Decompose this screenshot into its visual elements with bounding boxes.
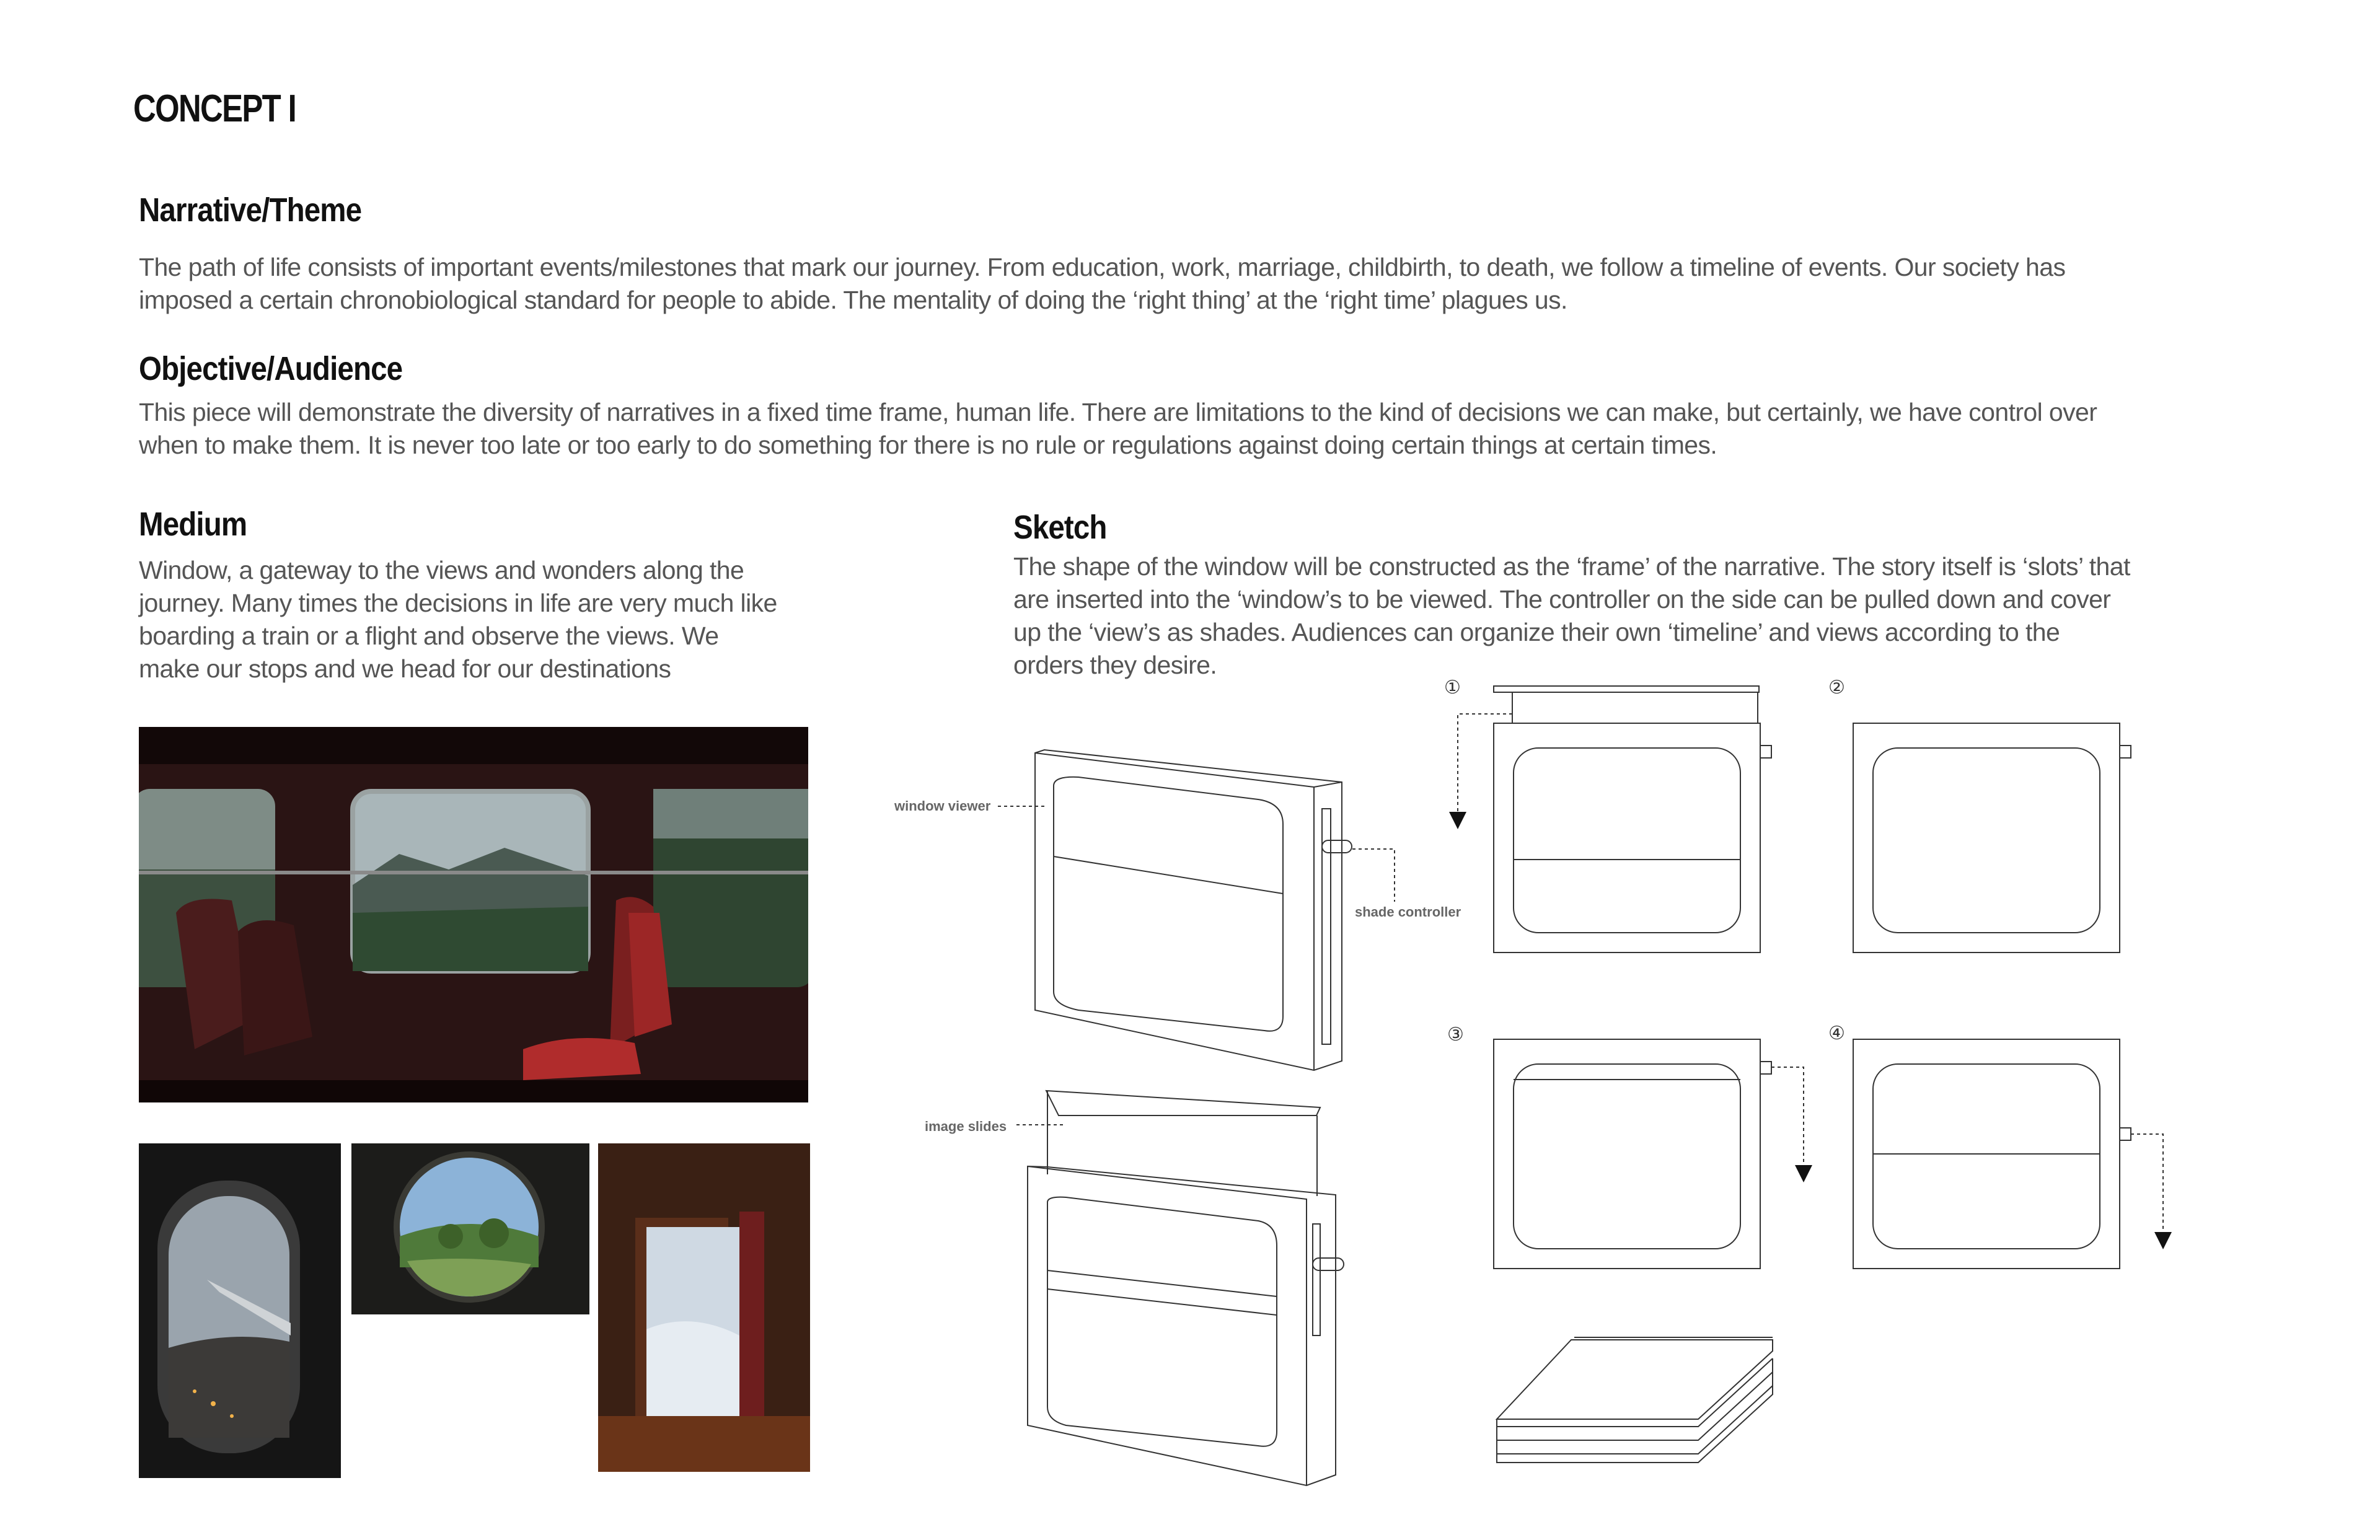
shade-controller-label: shade controller bbox=[1355, 904, 1461, 920]
medium-line-1: Window, a gateway to the views and wonders along the bbox=[139, 556, 744, 584]
step-2-drawing bbox=[1853, 723, 2131, 953]
step-1-marker: ① bbox=[1444, 677, 1461, 698]
medium-line-3: boarding a train or a flight and observe the views. We bbox=[139, 622, 719, 650]
narrative-line-2: imposed a certain chronobiological standard for people to abide. The mentality of doing the ‘right thing’ at the ‘right time’ plagues us. bbox=[139, 286, 1567, 314]
image-slides-label: image slides bbox=[925, 1119, 1007, 1134]
step-4-drawing bbox=[1853, 1039, 2172, 1269]
image-slides-drawing bbox=[1016, 1091, 1344, 1485]
narrative-heading: Narrative/Theme bbox=[139, 191, 362, 229]
objective-line-2: when to make them. It is never too late or too early to do something for there is no rule or regulations against doing certain things at certain times. bbox=[139, 431, 1717, 459]
medium-heading: Medium bbox=[139, 506, 247, 543]
step-3-drawing bbox=[1494, 1039, 1812, 1269]
stacked-slides-drawing bbox=[1497, 1337, 1773, 1463]
step-1-drawing bbox=[1449, 686, 1771, 953]
step-3-marker: ③ bbox=[1447, 1024, 1464, 1045]
sketch-line-1: The shape of the window will be constructed as the ‘frame’ of the narrative. The story itself is ‘slots’ that bbox=[1013, 552, 2130, 581]
narrative-line-1: The path of life consists of important events/milestones that mark our journey. From education, work, marriage, childbirth, to death, we follow a timeline of events. Our society has bbox=[139, 253, 2066, 281]
objective-heading: Objective/Audience bbox=[139, 350, 403, 387]
sketch-line-4: orders they desire. bbox=[1013, 651, 1217, 679]
step-4-marker: ④ bbox=[1828, 1023, 1845, 1044]
page-title: CONCEPT I bbox=[133, 87, 296, 130]
sketch-line-2: are inserted into the ‘window’s to be viewed. The controller on the side can be pulled down and cover bbox=[1013, 585, 2111, 614]
objective-line-1: This piece will demonstrate the diversity of narratives in a fixed time frame, human life. There are limitations to the kind of decisions we can make, but certainly, we have control over bbox=[139, 398, 2097, 426]
sketch-heading: Sketch bbox=[1013, 509, 1107, 546]
window-viewer-drawing bbox=[998, 750, 1395, 1070]
sketch-line-3: up the ‘view’s as shades. Audiences can organize their own ‘timeline’ and views according to the bbox=[1013, 618, 2060, 646]
window-viewer-label: window viewer bbox=[894, 798, 991, 814]
step-2-marker: ② bbox=[1828, 677, 1845, 698]
medium-line-2: journey. Many times the decisions in life are very much like bbox=[139, 589, 777, 617]
medium-line-4: make our stops and we head for our destinations bbox=[139, 654, 671, 683]
